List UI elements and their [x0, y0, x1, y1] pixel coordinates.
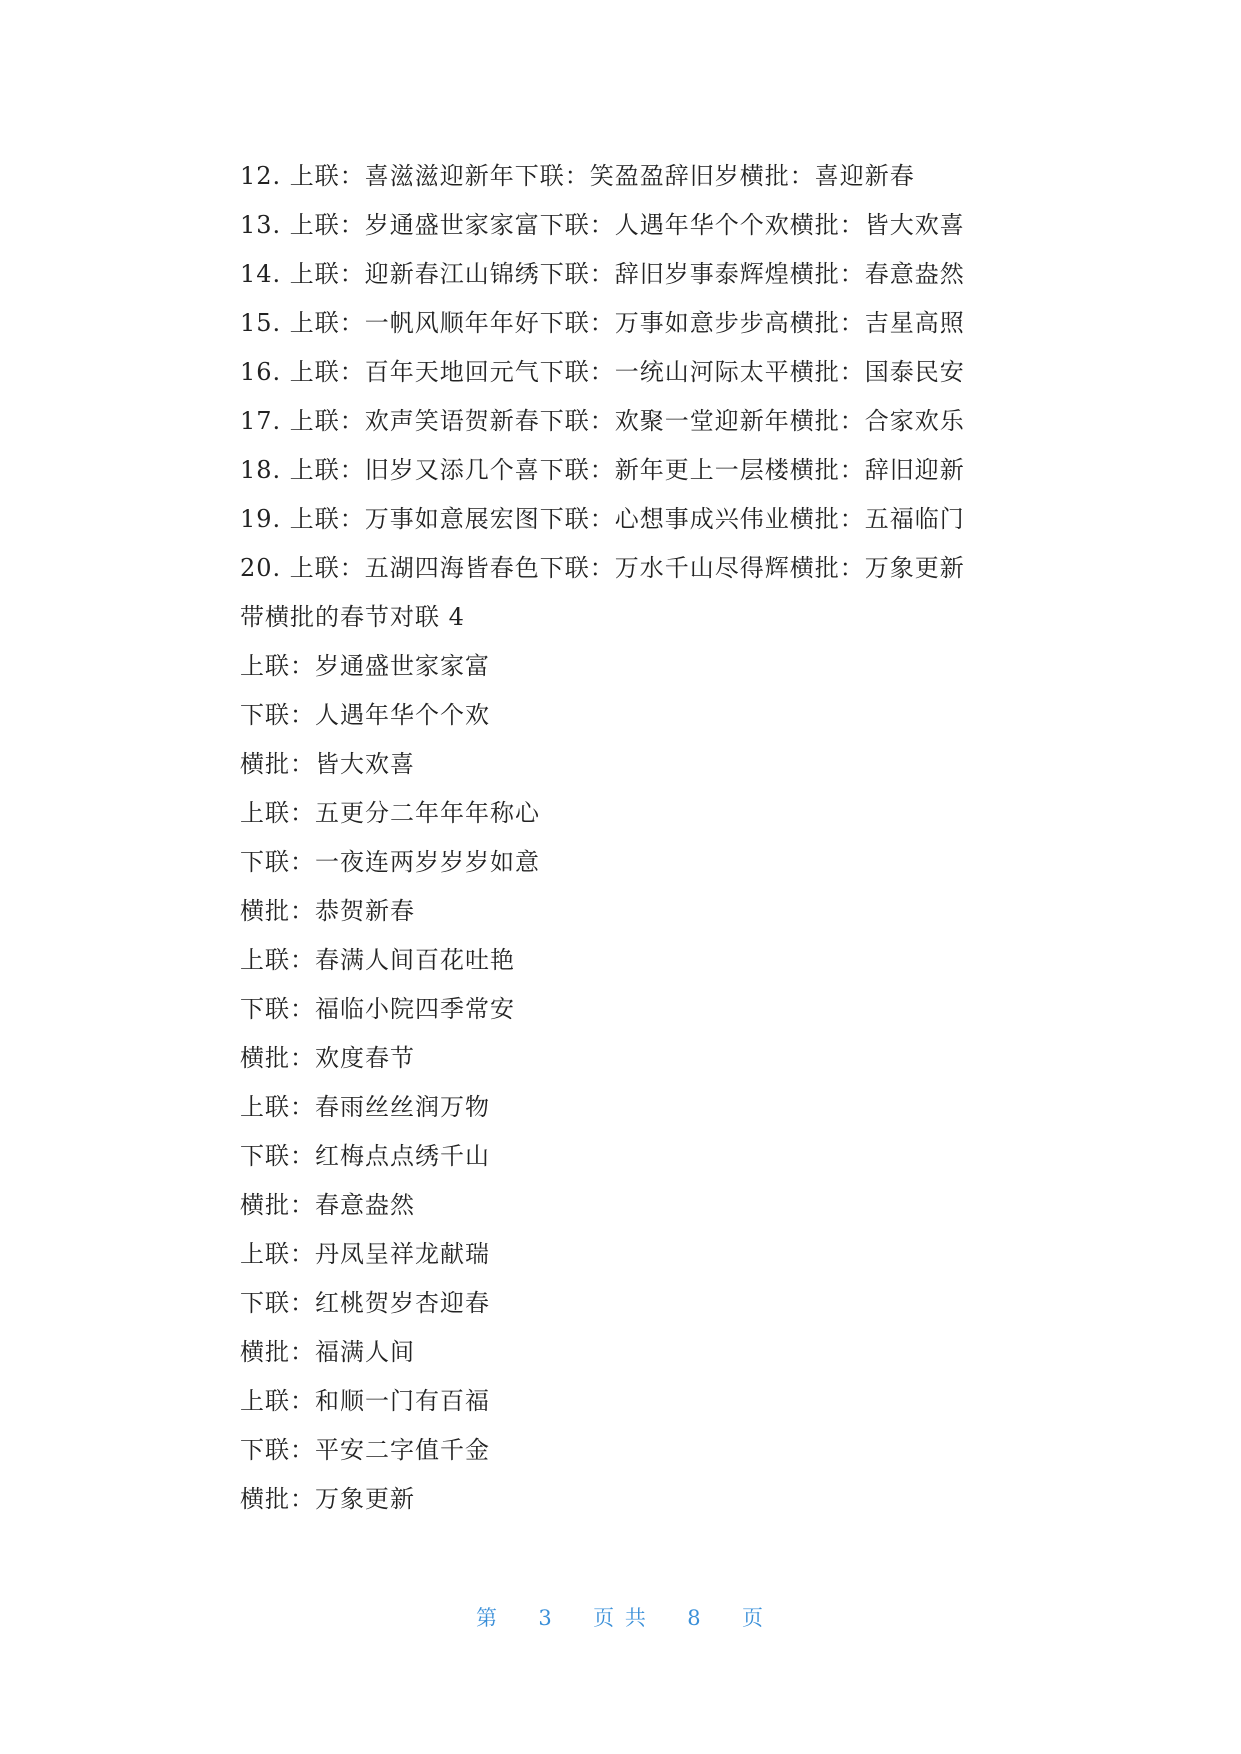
horizontal-scroll-line: 横批：欢度春节 — [240, 1044, 415, 1072]
upper-couplet-line: 上联：岁通盛世家家富 — [240, 652, 490, 680]
couplet-line-20: 20. 上联：五湖四海皆春色下联：万水千山尽得辉横批：万象更新 — [240, 554, 965, 582]
footer-suffix: 页 — [741, 1606, 765, 1630]
couplet-line-13: 13. 上联：岁通盛世家家富下联：人遇年华个个欢横批：皆大欢喜 — [240, 211, 965, 239]
couplet-line-17: 17. 上联：欢声笑语贺新春下联：欢聚一堂迎新年横批：合家欢乐 — [240, 407, 965, 435]
horizontal-scroll-line: 横批：春意盎然 — [240, 1191, 415, 1219]
lower-couplet-line: 下联：平安二字值千金 — [240, 1436, 490, 1464]
footer-middle: 页 共 — [593, 1606, 648, 1630]
horizontal-scroll-line: 横批：恭贺新春 — [240, 897, 415, 925]
page-footer — [0, 1602, 1241, 1632]
horizontal-scroll-line: 横批：皆大欢喜 — [240, 750, 415, 778]
footer-prefix: 第 — [476, 1606, 500, 1630]
lower-couplet-line: 下联：福临小院四季常安 — [240, 995, 515, 1023]
couplet-line-15: 15. 上联：一帆风顺年年好下联：万事如意步步高横批：吉星高照 — [240, 309, 965, 337]
upper-couplet-line: 上联：五更分二年年年称心 — [240, 799, 540, 827]
upper-couplet-line: 上联：和顺一门有百福 — [240, 1387, 490, 1415]
total-pages-number: 8 — [687, 1606, 703, 1630]
horizontal-scroll-line: 横批：福满人间 — [240, 1338, 415, 1366]
lower-couplet-line: 下联：一夜连两岁岁岁如意 — [240, 848, 540, 876]
current-page-number: 3 — [538, 1606, 554, 1630]
upper-couplet-line: 上联：丹凤呈祥龙献瑞 — [240, 1240, 490, 1268]
couplet-line-16: 16. 上联：百年天地回元气下联：一统山河际太平横批：国泰民安 — [240, 358, 965, 386]
horizontal-scroll-line: 横批：万象更新 — [240, 1485, 415, 1513]
lower-couplet-line: 下联：人遇年华个个欢 — [240, 701, 490, 729]
section-heading: 带横批的春节对联 4 — [240, 603, 465, 631]
upper-couplet-line: 上联：春雨丝丝润万物 — [240, 1093, 490, 1121]
couplet-line-12: 12. 上联：喜滋滋迎新年下联：笑盈盈辞旧岁横批：喜迎新春 — [240, 162, 915, 190]
couplet-line-19: 19. 上联：万事如意展宏图下联：心想事成兴伟业横批：五福临门 — [240, 505, 965, 533]
document-body — [240, 152, 1040, 1524]
upper-couplet-line: 上联：春满人间百花吐艳 — [240, 946, 515, 974]
couplet-line-18: 18. 上联：旧岁又添几个喜下联：新年更上一层楼横批：辞旧迎新 — [240, 456, 965, 484]
couplet-line-14: 14. 上联：迎新春江山锦绣下联：辞旧岁事泰辉煌横批：春意盎然 — [240, 260, 965, 288]
lower-couplet-line: 下联：红梅点点绣千山 — [240, 1142, 490, 1170]
lower-couplet-line: 下联：红桃贺岁杏迎春 — [240, 1289, 490, 1317]
